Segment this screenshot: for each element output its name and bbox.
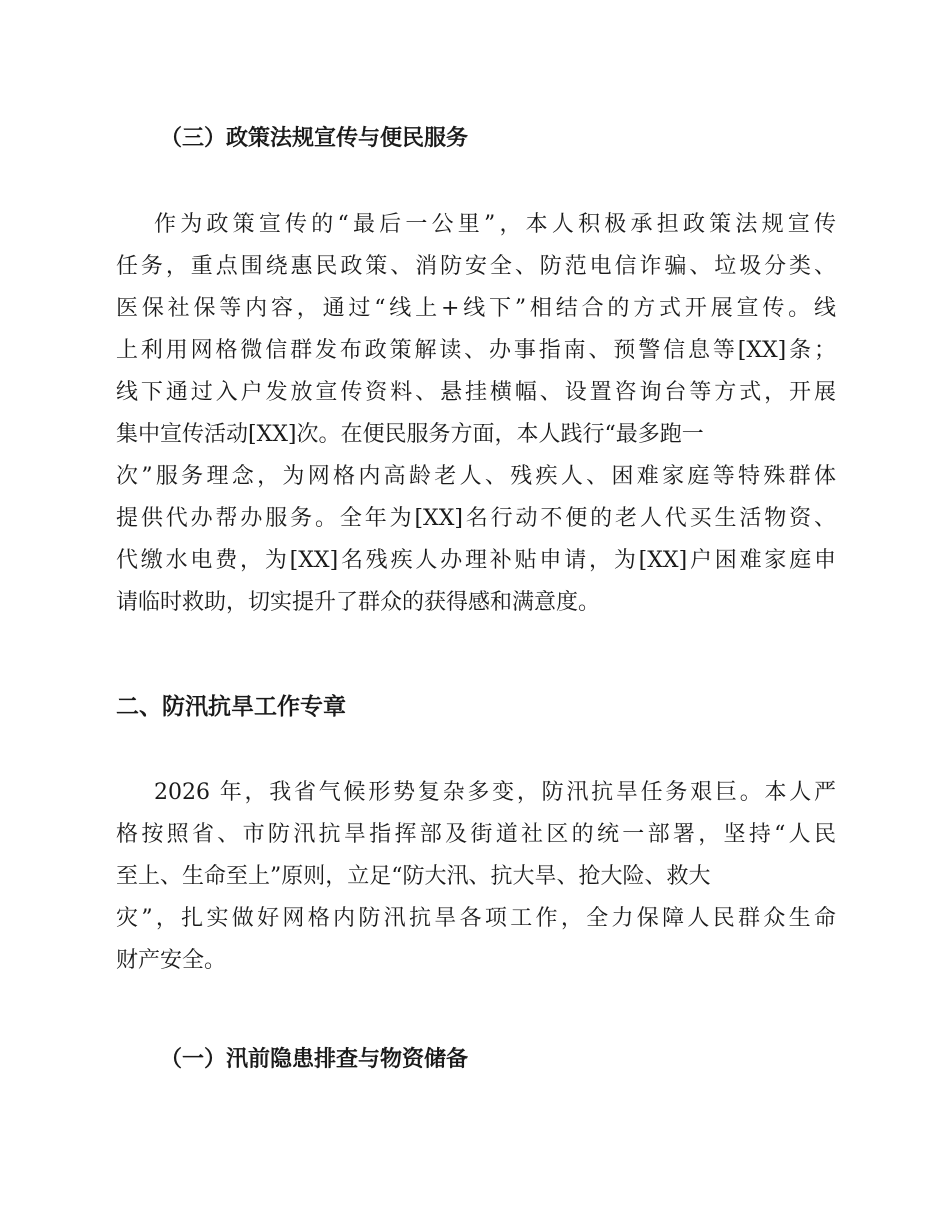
section-heading-pre-flood-inspection: （一）汛前隐患排查与物资储备 <box>160 1047 469 1072</box>
paragraph-policy-publicity <box>116 204 836 624</box>
paragraph-line: 上利用网格微信群发布政策解读、办事指南、预警信息等[XX]条； <box>116 338 836 363</box>
paragraph-line: 集中宣传活动[XX]次。在便民服务方面，本人践行“最多跑一 <box>116 422 704 447</box>
paragraph-line: 至上、生命至上”原则，立足“防大汛、抗大旱、抢大险、救大 <box>116 864 711 889</box>
paragraph-line: 请临时救助，切实提升了群众的获得感和满意度。 <box>116 590 601 615</box>
section-heading-policy-publicity: （三）政策法规宣传与便民服务 <box>160 126 469 151</box>
paragraph-line: 次”服务理念，为网格内高龄老人、残疾人、困难家庭等特殊群体 <box>116 464 836 489</box>
paragraph-line: 格按照省、市防汛抗旱指挥部及街道社区的统一部署，坚持“人民 <box>116 822 836 847</box>
paragraph-line: 作为政策宣传的“最后一公里”，本人积极承担政策法规宣传 <box>154 212 836 237</box>
paragraph-line: 医保社保等内容，通过“线上+线下”相结合的方式开展宣传。线 <box>116 296 836 321</box>
paragraph-flood-drought-intro <box>116 772 836 982</box>
paragraph-line: 任务，重点围绕惠民政策、消防安全、防范电信诈骗、垃圾分类、 <box>116 254 836 279</box>
paragraph-line: 财产安全。 <box>116 948 227 973</box>
paragraph-line: 线下通过入户发放宣传资料、悬挂横幅、设置咨询台等方式，开展 <box>116 380 836 405</box>
paragraph-line: 提供代办帮办服务。全年为[XX]名行动不便的老人代买生活物资、 <box>116 506 836 531</box>
chapter-heading-flood-drought: 二、防汛抗旱工作专章 <box>116 694 346 720</box>
paragraph-line: 代缴水电费，为[XX]名残疾人办理补贴申请，为[XX]户困难家庭申 <box>116 548 836 573</box>
paragraph-line: 灾”，扎实做好网格内防汛抗旱各项工作，全力保障人民群众生命 <box>116 906 836 931</box>
paragraph-line: 2026 年，我省气候形势复杂多变，防汛抗旱任务艰巨。本人严 <box>154 780 836 805</box>
